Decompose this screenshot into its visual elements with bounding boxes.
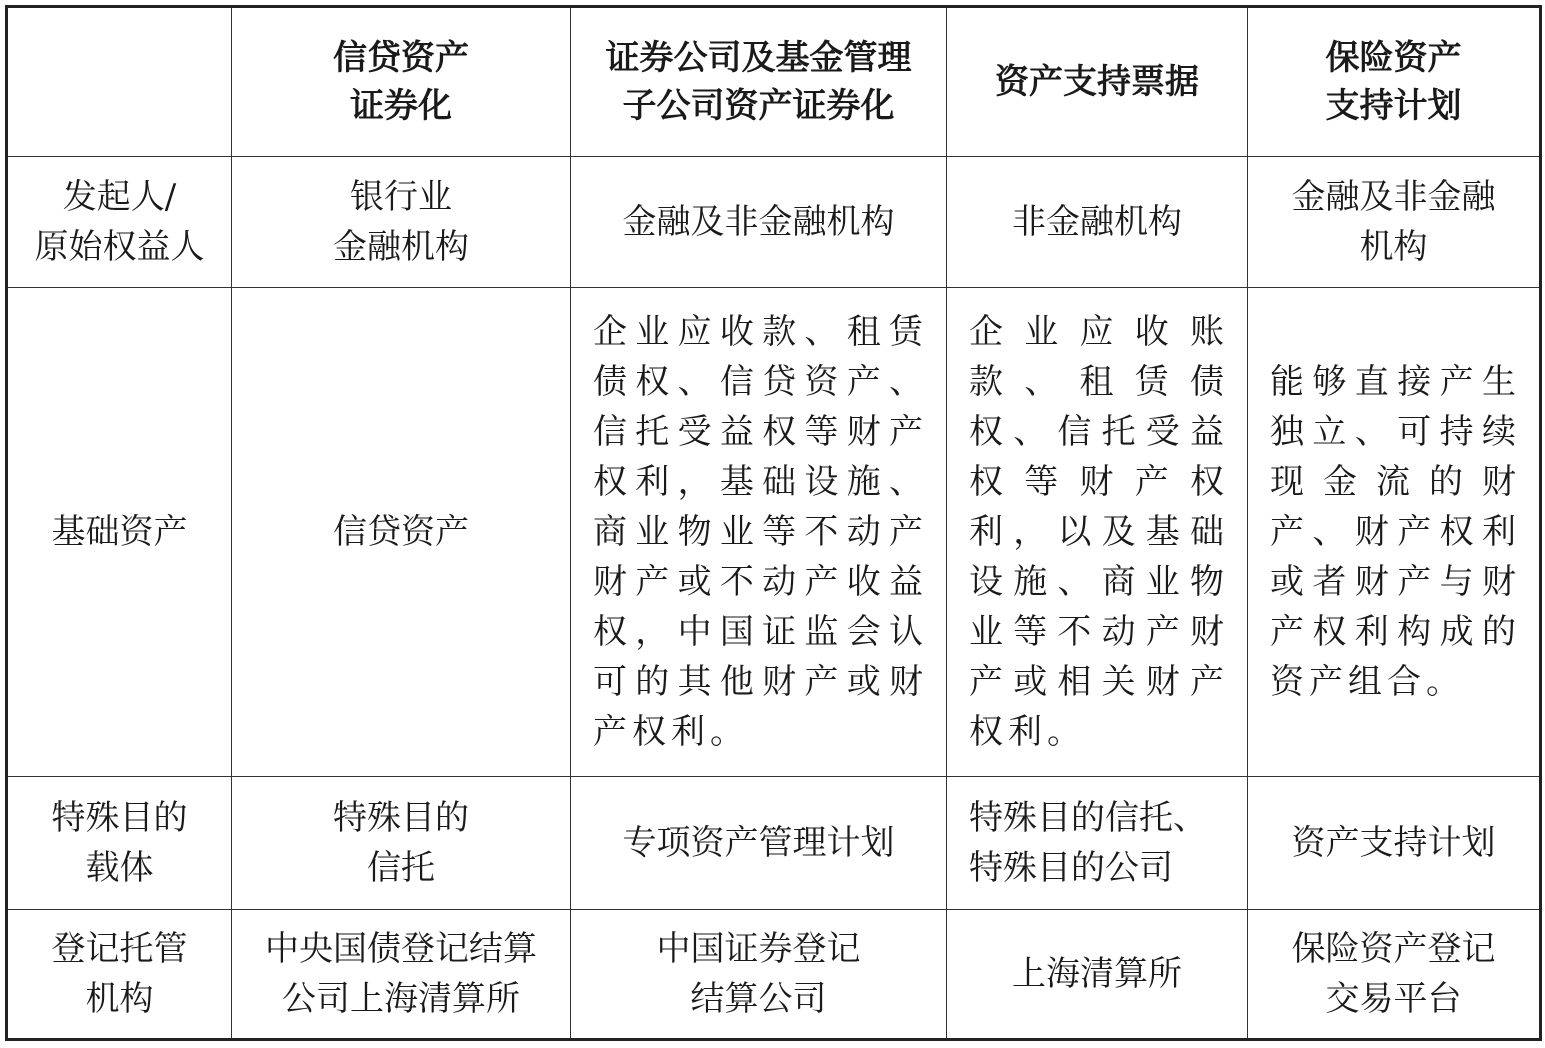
table-header-row <box>7 7 1541 157</box>
table-cell: 保险资产登记 交易平台 <box>1248 909 1541 1039</box>
table-cell: 特殊目的信托、 特殊目的公司 <box>947 777 1248 909</box>
row-label-spv: 特殊目的 载体 <box>7 777 232 909</box>
table-cell: 能够直接产生独立、可持续现金流的财产、财产权利或者财产与财产权利构成的资产组合。 <box>1248 287 1541 776</box>
table-cell: 专项资产管理计划 <box>571 777 947 909</box>
table-cell: 银行业 金融机构 <box>232 157 571 287</box>
row-label-underlying-assets: 基础资产 <box>7 287 232 776</box>
table-row <box>7 777 1541 909</box>
table-cell: 特殊目的 信托 <box>232 777 571 909</box>
table-row <box>7 287 1541 776</box>
table-cell: 企业应收账款、租赁债权、信托受益权等财产权利，以及基础设施、商业物业等不动产财产或相关财产权利。 <box>947 287 1248 776</box>
table-row <box>7 157 1541 287</box>
table-cell: 上海清算所 <box>947 909 1248 1039</box>
table-cell: 信贷资产 <box>232 287 571 776</box>
header-corner <box>7 7 232 157</box>
table-cell: 金融及非金融机构 <box>571 157 947 287</box>
table-cell: 中央国债登记结算 公司上海清算所 <box>232 909 571 1039</box>
table-cell: 中国证券登记 结算公司 <box>571 909 947 1039</box>
row-label-originator: 发起人/ 原始权益人 <box>7 157 232 287</box>
table-row <box>7 909 1541 1039</box>
table-cell: 资产支持计划 <box>1248 777 1541 909</box>
header-insurance-asset-support-plan: 保险资产 支持计划 <box>1248 7 1541 157</box>
header-asset-backed-notes: 资产支持票据 <box>947 7 1248 157</box>
table-cell: 金融及非金融 机构 <box>1248 157 1541 287</box>
comparison-table <box>5 5 1542 1041</box>
row-label-registration-custody: 登记托管 机构 <box>7 909 232 1039</box>
header-securities-fund-securitization: 证券公司及基金管理 子公司资产证券化 <box>571 7 947 157</box>
table-cell: 企业应收款、租赁债权、信贷资产、信托受益权等财产权利，基础设施、商业物业等不动产财产或不动产收益权，中国证监会认可的其他财产或财产权利。 <box>571 287 947 776</box>
header-credit-asset-securitization: 信贷资产 证券化 <box>232 7 571 157</box>
table-cell: 非金融机构 <box>947 157 1248 287</box>
